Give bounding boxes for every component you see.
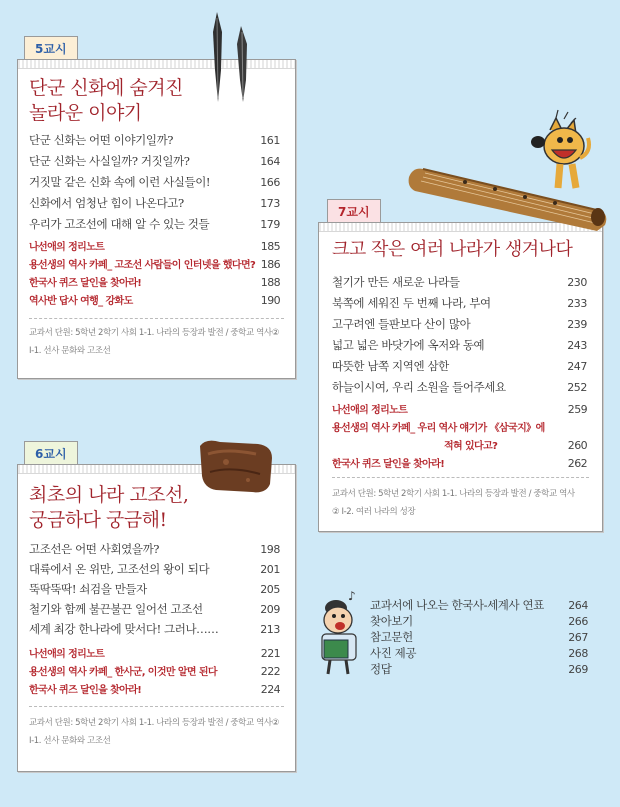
toc-entry[interactable]: [29, 645, 280, 663]
toc-entry-title: 고구려엔 들판보다 산이 많아: [332, 317, 471, 331]
toc-entry-title: 넓고 넓은 바닷가에 옥저와 동예: [332, 338, 485, 352]
toc-entry-page: 179: [260, 218, 280, 231]
toc-entry-title: 나선애의 정리노트: [29, 649, 105, 660]
toc-entry[interactable]: [332, 274, 587, 295]
lesson5-title-line1: 단군 신화에 숨겨진: [29, 77, 183, 99]
toc-entry-title: 한국사 퀴즈 달인을 찾아라!: [29, 278, 142, 289]
lesson5-extra-list: [29, 238, 280, 310]
toc-entry[interactable]: [29, 663, 280, 681]
toc-entry[interactable]: [29, 153, 280, 174]
toc-entry-title: 북쪽에 세워진 두 번째 나라, 부여: [332, 296, 491, 310]
lesson5-item-list: [29, 132, 280, 237]
toc-entry[interactable]: [29, 216, 280, 237]
toc-entry-title: 신화에서 엄청난 힘이 나온다고?: [29, 196, 184, 210]
toc-entry-page: 247: [567, 360, 587, 373]
lesson7-extra-list: [332, 401, 587, 473]
toc-entry-page: 230: [567, 276, 587, 289]
note-line: Ⅰ-1. 선사 문화와 고조선: [29, 736, 111, 746]
divider: [29, 706, 284, 707]
toc-entry-title: 한국사 퀴즈 달인을 찾아라!: [332, 459, 445, 470]
toc-entry-page: 268: [568, 647, 588, 660]
toc-entry[interactable]: [332, 419, 587, 437]
iron-axe-head-illustration: [196, 436, 276, 498]
toc-entry[interactable]: [332, 358, 587, 379]
toc-entry-title: 교과서에 나오는 한국사-세계사 연표: [370, 598, 544, 612]
toc-entry[interactable]: [370, 597, 588, 613]
toc-entry-title: 나선애의 정리노트: [332, 405, 408, 416]
toc-entry-page: 173: [260, 197, 280, 210]
toc-entry[interactable]: [29, 561, 280, 581]
toc-entry-page: 190: [260, 294, 280, 307]
toc-entry-title: 뚝딱뚝딱! 쇠검을 만들자: [29, 582, 147, 596]
cartoon-boy-reading-illustration: [312, 586, 372, 676]
toc-entry-page: 243: [567, 339, 587, 352]
toc-entry[interactable]: [370, 629, 588, 645]
toc-entry-page: 221: [260, 647, 280, 660]
toc-entry[interactable]: [29, 195, 280, 216]
toc-entry-page: 164: [260, 155, 280, 168]
toc-entry-title: 용선생의 역사 카페_ 고조선 사람들이 인터넷을 했다면?: [29, 260, 256, 271]
toc-entry-title: 참고문헌: [370, 630, 413, 644]
toc-entry-title: 용선생의 역사 카페_ 우리 역사 얘기가 《삼국지》에: [332, 423, 545, 434]
lesson6-title-line2: 궁금하다 궁금해!: [29, 509, 167, 531]
toc-entry-title: 적혀 있다고?: [444, 441, 498, 452]
lesson6-tab[interactable]: 6교시: [24, 441, 78, 467]
note-line: 교과서 단원: 5학년 2학기 사회 1-1. 나라의 등장과 발전 / 중학교 역사: [332, 489, 575, 499]
toc-entry-page: 185: [260, 240, 280, 253]
cartoon-dog-illustration: [520, 108, 595, 193]
toc-entry-page: 224: [260, 683, 280, 696]
lesson7-curriculum-note: [332, 485, 575, 521]
toc-entry[interactable]: [332, 379, 587, 400]
toc-entry[interactable]: [29, 274, 280, 292]
toc-entry[interactable]: [29, 581, 280, 601]
toc-entry[interactable]: [29, 601, 280, 621]
toc-entry-title: 찾아보기: [370, 614, 413, 628]
lesson5-tab[interactable]: 5교시: [24, 36, 78, 62]
toc-entry-title: 한국사 퀴즈 달인을 찾아라!: [29, 685, 142, 696]
lesson7-title: 크고 작은 여러 나라가 생겨나다: [332, 239, 573, 260]
toc-entry-page: 233: [567, 297, 587, 310]
toc-entry-title: 역사반 답사 여행_ 강화도: [29, 296, 133, 307]
toc-entry-title: 사진 제공: [370, 646, 417, 660]
toc-entry-page: 161: [260, 134, 280, 147]
lesson5-title-line2: 놀라운 이야기: [29, 102, 142, 124]
lesson6-title: [29, 483, 188, 533]
lesson6-card: [17, 464, 296, 772]
appendix-list: [370, 597, 588, 677]
toc-entry-page: 260: [567, 439, 587, 452]
toc-entry-page: 198: [260, 543, 280, 556]
lesson5-title: [29, 76, 183, 126]
lesson6-title-line1: 최초의 나라 고조선,: [29, 484, 189, 506]
lesson7-item-list: [332, 274, 587, 400]
toc-entry[interactable]: [332, 437, 587, 455]
toc-entry-title: 단군 신화는 사실일까? 거짓일까?: [29, 154, 190, 168]
note-line: ② Ⅰ-2. 여러 나라의 성장: [332, 507, 416, 517]
bronze-dagger-illustration: [200, 10, 260, 105]
toc-entry-title: 철기와 함께 불끈불끈 일어선 고조선: [29, 602, 203, 616]
toc-entry-title: 용선생의 역사 카페_ 한사군, 이것만 알면 된다: [29, 667, 217, 678]
toc-entry-title: 철기가 만든 새로운 나라들: [332, 275, 460, 289]
toc-entry[interactable]: [370, 613, 588, 629]
svg-text:♪: ♪: [348, 589, 356, 603]
toc-entry-page: 205: [260, 583, 280, 596]
toc-entry-page: 269: [568, 663, 588, 676]
toc-entry[interactable]: [29, 174, 280, 195]
divider: [29, 318, 284, 319]
toc-entry-title: 정답: [370, 662, 392, 676]
note-line: 교과서 단원: 5학년 2학기 사회 1-1. 나라의 등장과 발전 / 중학교 역사②: [29, 718, 279, 728]
toc-entry-title: 세계 최강 한나라에 맞서다! 그러나……: [29, 622, 219, 636]
toc-entry[interactable]: [332, 337, 587, 358]
toc-entry-page: 209: [260, 603, 280, 616]
divider: [332, 477, 589, 478]
lesson7-tab[interactable]: 7교시: [327, 199, 381, 225]
toc-entry-page: 267: [568, 631, 588, 644]
toc-entry-title: 나선애의 정리노트: [29, 242, 105, 253]
toc-entry-page: 262: [567, 457, 587, 470]
toc-entry-title: 하늘이시여, 우리 소원을 들어주세요: [332, 380, 506, 394]
toc-entry-title: 거짓말 같은 신화 속에 이런 사실들이!: [29, 175, 211, 189]
note-line: Ⅰ-1. 선사 문화와 고조선: [29, 346, 111, 356]
toc-entry-title: 따뜻한 남쪽 지역엔 삼한: [332, 359, 449, 373]
toc-entry[interactable]: [332, 401, 587, 419]
toc-entry-page: 188: [260, 276, 280, 289]
toc-entry[interactable]: [29, 621, 280, 641]
lesson6-item-list: [29, 541, 280, 641]
toc-entry[interactable]: [29, 292, 280, 310]
toc-entry-page: 259: [567, 403, 587, 416]
toc-entry[interactable]: [29, 132, 280, 153]
toc-entry[interactable]: [29, 681, 280, 699]
toc-entry-page: 186: [260, 258, 280, 271]
toc-entry[interactable]: [29, 238, 280, 256]
toc-entry-title: 우리가 고조선에 대해 알 수 있는 것들: [29, 217, 210, 231]
lesson5-curriculum-note: [29, 324, 279, 360]
note-line: 교과서 단원: 5학년 2학기 사회 1-1. 나라의 등장과 발전 / 중학교 역사②: [29, 328, 279, 338]
toc-entry[interactable]: [370, 661, 588, 677]
lesson7-card: [318, 222, 603, 532]
lesson6-extra-list: [29, 645, 280, 699]
toc-entry-page: 266: [568, 615, 588, 628]
lesson6-curriculum-note: [29, 714, 279, 750]
toc-entry-page: 213: [260, 623, 280, 636]
toc-entry[interactable]: [332, 455, 587, 473]
toc-entry-page: 239: [567, 318, 587, 331]
toc-entry[interactable]: [29, 541, 280, 561]
toc-entry[interactable]: [332, 316, 587, 337]
toc-entry[interactable]: [370, 645, 588, 661]
lesson5-card: [17, 59, 296, 379]
toc-entry-page: 222: [260, 665, 280, 678]
toc-entry-title: 단군 신화는 어떤 이야기일까?: [29, 133, 174, 147]
toc-entry-page: 201: [260, 563, 280, 576]
toc-entry[interactable]: [332, 295, 587, 316]
toc-entry-page: 166: [260, 176, 280, 189]
toc-entry-title: 대륙에서 온 위만, 고조선의 왕이 되다: [29, 562, 210, 576]
toc-entry-title: 고조선은 어떤 사회였을까?: [29, 542, 160, 556]
toc-entry-page: 252: [567, 381, 587, 394]
toc-entry[interactable]: [29, 256, 280, 274]
toc-entry-page: 264: [568, 599, 588, 612]
